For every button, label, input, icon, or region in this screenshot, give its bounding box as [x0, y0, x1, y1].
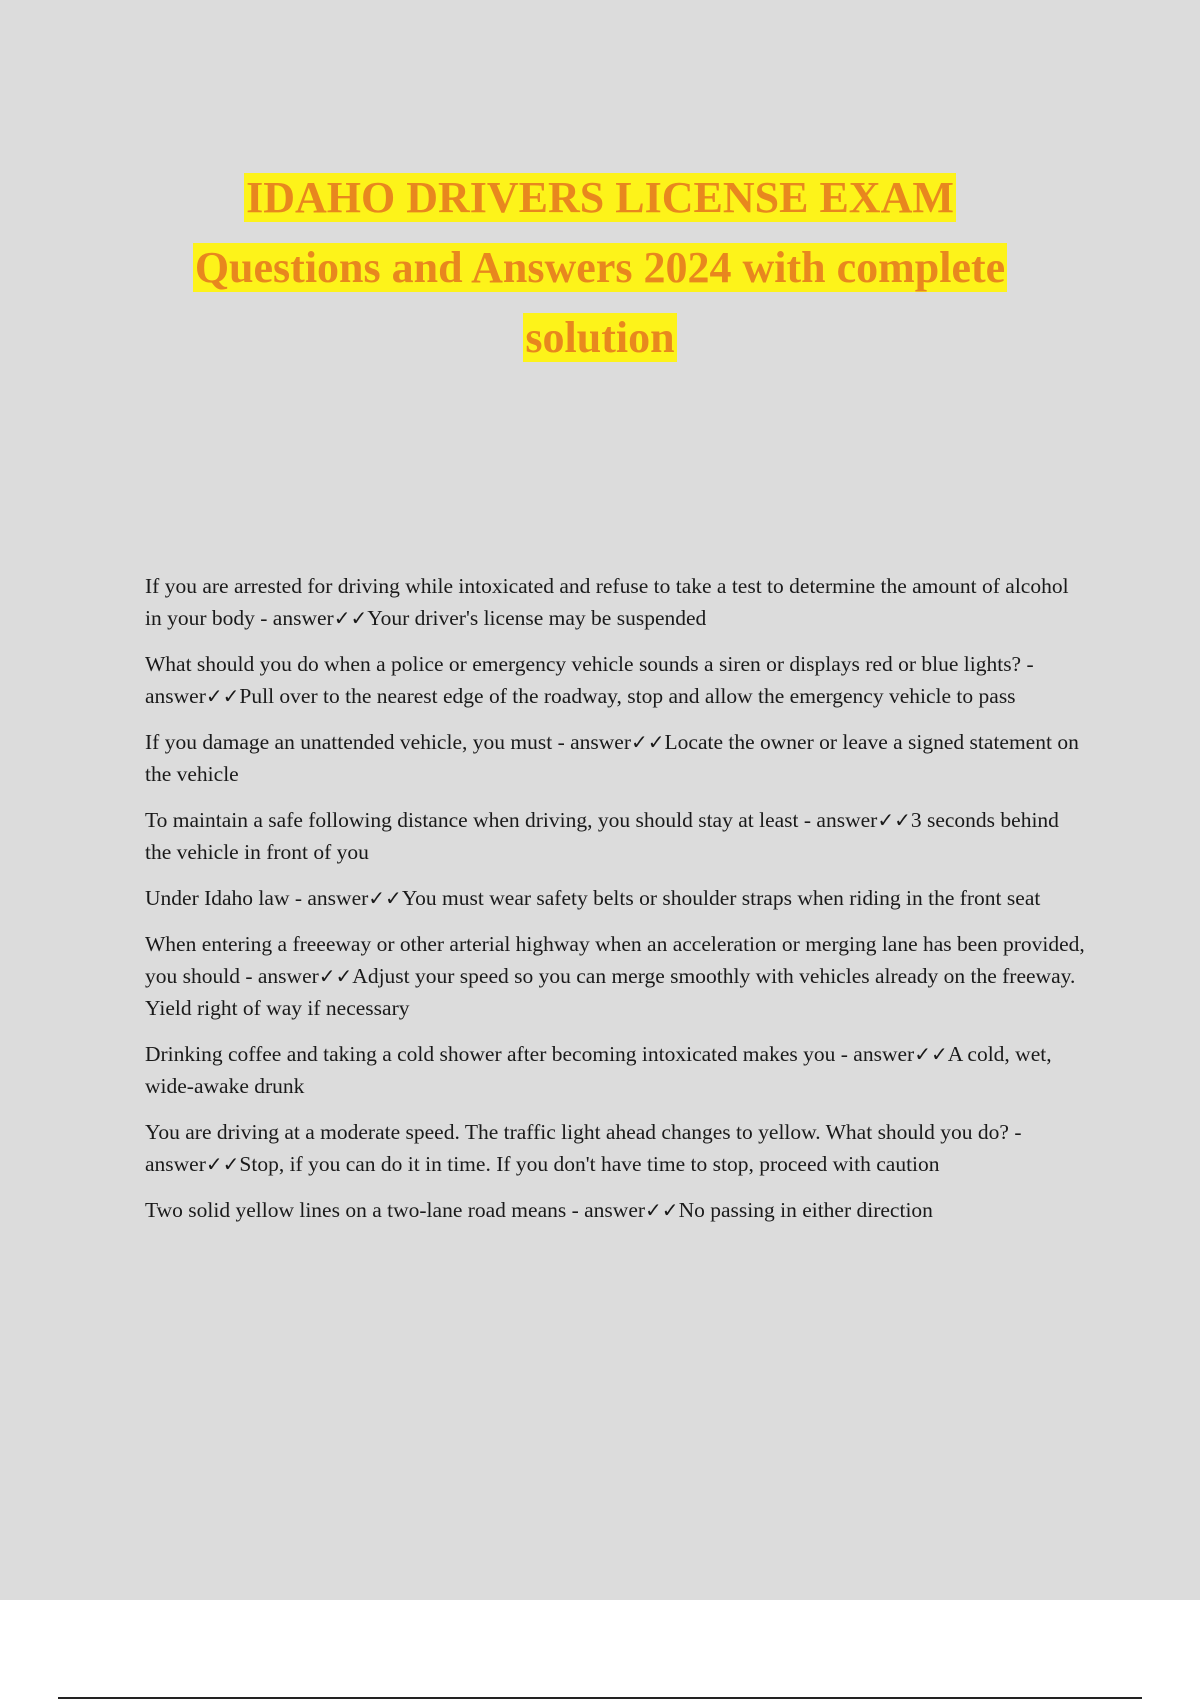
- qa-item: [145, 1194, 1085, 1226]
- document-title: [100, 168, 1100, 378]
- qa-item: [145, 882, 1085, 914]
- qa-item: [145, 928, 1085, 1024]
- double-check-icon: ✓✓: [631, 730, 665, 754]
- question-text: If you are arrested for driving while intoxicated and refuse to take a test to determine the amount of alcohol in your body: [145, 574, 1069, 630]
- question-text: When entering a freeeway or other arterial highway when an acceleration or merging lane has been provided, you should: [145, 932, 1085, 988]
- answer-text: Locate the owner or leave a signed statement on the vehicle: [145, 730, 1079, 786]
- double-check-icon: ✓✓: [205, 684, 240, 708]
- answer-text: Adjust your speed so you can merge smoothly with vehicles already on the freeway. Yield right of way if necessary: [145, 964, 1076, 1020]
- answer-separator: - answer: [239, 964, 319, 988]
- qa-item: [145, 726, 1085, 790]
- answer-text: Your driver's license may be suspended: [367, 606, 707, 630]
- question-text: To maintain a safe following distance when driving, you should stay at least: [145, 808, 799, 832]
- answer-text: Stop, if you can do it in time. If you don't have time to stop, proceed with caution: [239, 1152, 940, 1176]
- qa-item: [145, 1116, 1085, 1180]
- answer-separator: - answer: [289, 886, 369, 910]
- question-text: What should you do when a police or emergency vehicle sounds a siren or displays red or blue lights?: [145, 652, 1022, 676]
- question-text: Under Idaho law: [145, 886, 290, 910]
- qa-item: [145, 1038, 1085, 1102]
- double-check-icon: ✓✓: [333, 606, 368, 630]
- double-check-icon: ✓✓: [914, 1042, 948, 1066]
- answer-text: No passing in either direction: [678, 1198, 933, 1222]
- answer-separator: - answer: [566, 1198, 646, 1222]
- answer-separator: - answer: [145, 652, 1034, 708]
- question-text: If you damage an unattended vehicle, you must: [145, 730, 553, 754]
- qa-item: [145, 570, 1085, 634]
- title-line-1: IDAHO DRIVERS LICENSE EXAM: [246, 173, 954, 222]
- qa-list: [145, 570, 1085, 1240]
- title-line-2: Questions and Answers 2024 with complete: [194, 243, 1006, 292]
- title-line-3: solution: [525, 313, 675, 362]
- answer-separator: - answer: [254, 606, 334, 630]
- answer-separator: - answer: [798, 808, 878, 832]
- question-text: Two solid yellow lines on a two-lane road means: [145, 1198, 567, 1222]
- answer-text: Pull over to the nearest edge of the roadway, stop and allow the emergency vehicle to pass: [239, 684, 1016, 708]
- answer-text: 3 seconds behind the vehicle in front of you: [145, 808, 1059, 864]
- answer-text: You must wear safety belts or shoulder straps when riding in the front seat: [401, 886, 1041, 910]
- qa-item: [145, 804, 1085, 868]
- footer-divider: [58, 1697, 1142, 1699]
- answer-separator: - answer: [145, 1120, 1022, 1176]
- double-check-icon: ✓✓: [645, 1198, 679, 1222]
- double-check-icon: ✓✓: [205, 1152, 240, 1176]
- answer-text: A cold, wet, wide-awake drunk: [145, 1042, 1052, 1098]
- qa-item: [145, 648, 1085, 712]
- question-text: Drinking coffee and taking a cold shower after becoming intoxicated makes you: [145, 1042, 836, 1066]
- double-check-icon: ✓✓: [318, 964, 353, 988]
- answer-separator: - answer: [552, 730, 631, 754]
- answer-separator: - answer: [835, 1042, 915, 1066]
- question-text: You are driving at a moderate speed. The traffic light ahead changes to yellow. What should you do?: [145, 1120, 1009, 1144]
- double-check-icon: ✓✓: [368, 886, 402, 910]
- double-check-icon: ✓✓: [877, 808, 911, 832]
